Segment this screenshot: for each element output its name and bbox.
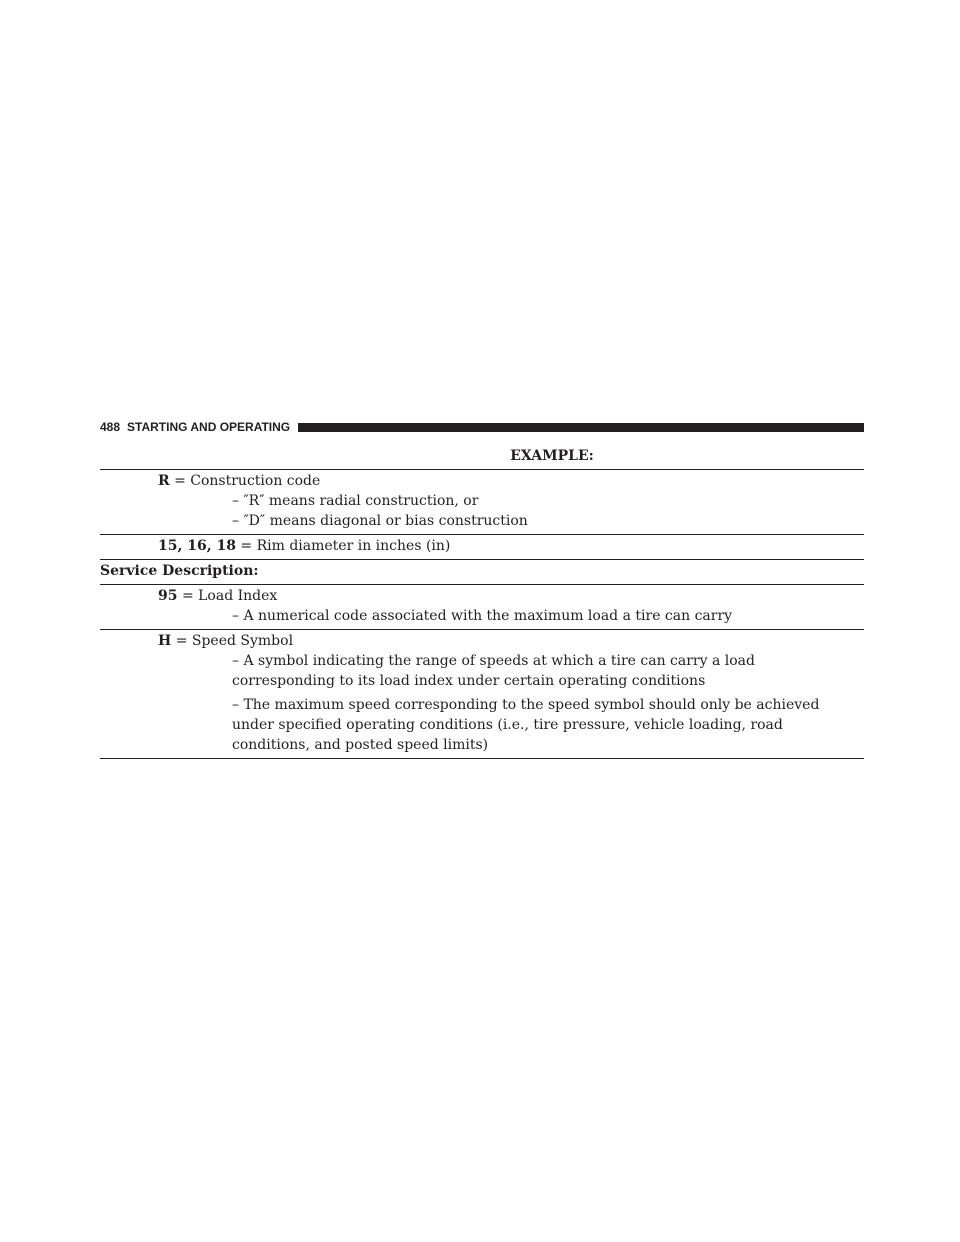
- rim-code: 15, 16, 18: [158, 538, 236, 554]
- construction-note-diagonal: – ″D″ means diagonal or bias construction: [232, 513, 528, 529]
- load-label: = Load Index: [181, 588, 278, 604]
- load-code-line: [100, 586, 864, 606]
- speed-code-line: [100, 631, 864, 651]
- table-title: EXAMPLE:: [510, 448, 594, 464]
- page-header: [100, 418, 864, 436]
- section-title: STARTING AND OPERATING: [127, 420, 291, 434]
- speed-note-range: – A symbol indicating the range of speeds at which a tire can carry a load corresponding to its load index under certain operating conditions: [232, 653, 755, 689]
- load-note: – A numerical code associated with the maximum load a tire can carry: [232, 608, 733, 624]
- service-description-label: Service Description:: [100, 563, 259, 579]
- rim-label: = Rim diameter in inches (in): [240, 538, 451, 554]
- construction-note-radial: – ″R″ means radial construction, or: [232, 493, 479, 509]
- construction-code: R: [158, 473, 170, 489]
- rim-row: [100, 535, 864, 559]
- construction-label: = Construction code: [174, 473, 321, 489]
- example-table: [100, 447, 864, 759]
- speed-note-maximum: – The maximum speed corresponding to the speed symbol should only be achieved under specified operating conditions (i.e., tire pressure, vehicle loading, road conditions, and posted speed limits): [232, 697, 820, 753]
- table-rule: [100, 758, 864, 759]
- service-description-row: [100, 560, 864, 584]
- load-index-row: [100, 585, 864, 629]
- speed-code: H: [158, 633, 172, 649]
- load-code: 95: [158, 588, 178, 604]
- speed-symbol-row: [100, 630, 864, 758]
- header-bar: [298, 423, 864, 432]
- construction-row: [100, 470, 864, 534]
- page-number: 488: [100, 420, 121, 434]
- rim-code-line: [100, 536, 864, 556]
- construction-code-line: [100, 471, 864, 491]
- speed-label: = Speed Symbol: [175, 633, 294, 649]
